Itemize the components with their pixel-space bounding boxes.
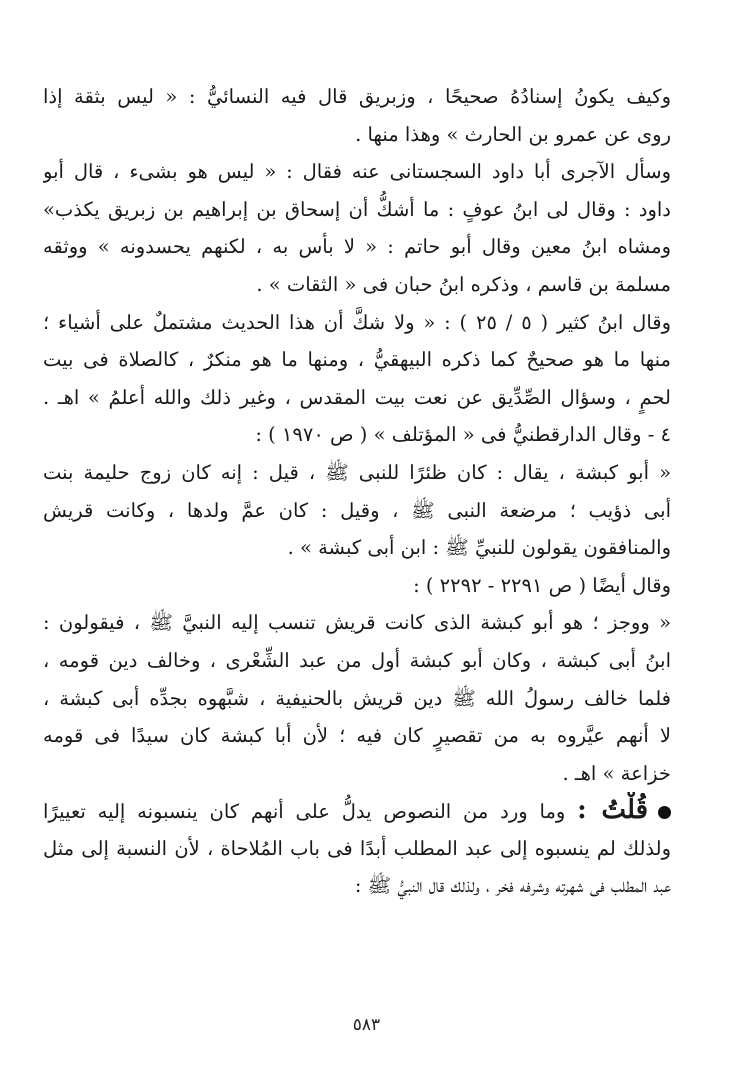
text-line-8: منها ما هو صحيحٌ كما ذكره البيهقيُّ ، ومنها ما هو منكرٌ ، كالصلاة فى بيت	[43, 348, 671, 372]
text-line-12: أبى ذؤيب ؛ مرضعة النبى ﷺ ، وقيل : كان عمَّ ولدها ، وكانت قريش	[43, 498, 671, 522]
text-line-18: لا أنهم عيَّروه به من تقصيرٍ كان فيه ؛ لأن أبا كبشة كان سيدًا فى قومه	[43, 724, 671, 748]
text-line-3: وسأل الآجرى أبا داود السجستانى عنه فقال : « ليس هو بشىء ، قال أبو	[43, 160, 671, 184]
text-line-21: ولذلك لم ينسبوه إلى عبد المطلب أبدًا فى باب المُلاحاة ، لأن النسبة إلى مثل	[43, 836, 671, 860]
text-line-17: فلما خالف رسولُ الله ﷺ دين قريش بالحنيفية ، شبَّهوه بجدِّه أبى كبشة ،	[43, 686, 671, 710]
text-line-9: لحمٍ ، وسؤال الصِّدِّيق عن نعت بيت المقدس ، وغير ذلك والله أعلمُ » اهـ .	[43, 385, 671, 409]
text-line-13: والمنافقون يقولون للنبيِّ ﷺ : ابن أبى كبشة » .	[287, 536, 671, 560]
text-line-7: وقال ابنُ كثير ( ٥ / ٢٥ ) : « ولا شكَّ أن هذا الحديث مشتملٌ على أشياء ؛	[43, 310, 671, 334]
text-line-14: وقال أيضًا ( ص ٢٢٩١ - ٢٢٩٢ ) :	[413, 573, 671, 597]
text-line-20: وما ورد من النصوص يدلُّ على أنهم كان ينسبونه إليه تعييرًا	[43, 800, 566, 824]
bullet-icon	[658, 806, 671, 819]
text-line-11: « أبو كبشة ، يقال : كان ظئرًا للنبى ﷺ ، قيل : إنه كان زوج حليمة بنت	[43, 460, 671, 484]
text-line-15: « ووجز ؛ هو أبو كبشة الذى كانت قريش تنسب إليه النبيَّ ﷺ ، فيقولون :	[43, 611, 671, 635]
text-line-16: ابنُ أبى كبشة ، وكان أبو كبشة أول من عبد الشِّعْرى ، وخالف دين قومه ،	[43, 648, 671, 672]
text-line-19: خزاعة » اهـ .	[562, 761, 671, 785]
text-line-2: روى عن عمرو بن الحارث » وهذا منها .	[355, 122, 671, 146]
text-line-1: وكيف يكونُ إسنادُهُ صحيحًا ، وزبريق قال فيه النسائيُّ : « ليس بثقة إذا	[43, 85, 671, 108]
page-number: ٥٨٣	[352, 1015, 381, 1035]
text-line-22: عبد المطلب فى شهرته وشرفه فخر ، ولذلك قال النبيُّ ﷺ :	[354, 874, 671, 898]
qult-label: قُلْتُ :	[577, 795, 649, 826]
text-line-5: ومشاه ابنُ معين وقال أبو حاتم : « لا بأس به ، لكنهم يحسدونه » ووثقه	[43, 235, 671, 259]
body-text	[43, 78, 671, 905]
text-line-4: داود : وقال لى ابنُ عوفٍ : ما أشكُّ أن إسحاق بن إبراهيم بن زبريق يكذب»	[43, 197, 671, 221]
text-line-10: ٤ - وقال الدارقطنيُّ فى « المؤتلف » ( ص ١٩٧٠ ) :	[255, 423, 671, 447]
qult-line	[43, 792, 671, 830]
text-line-6: مسلمة بن قاسم ، وذكره ابنُ حبان فى « الثقات » .	[256, 272, 671, 296]
